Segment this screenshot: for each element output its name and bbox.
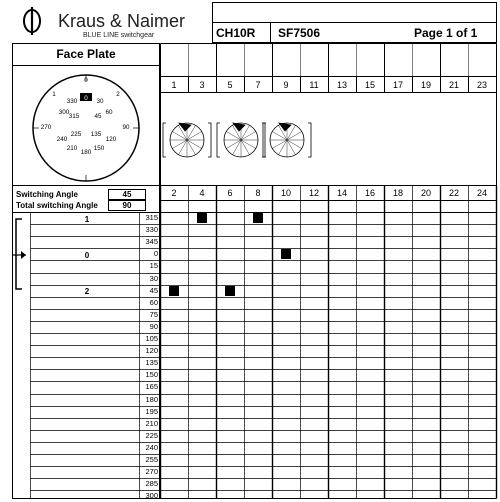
- angle-row-label: 285: [145, 479, 158, 489]
- angle-row-label: 330: [145, 225, 158, 235]
- face-plate-title: Face Plate: [56, 47, 116, 61]
- terminal-label-bottom: 10: [280, 188, 291, 198]
- angle-row-label: 345: [145, 237, 158, 247]
- terminal-label-top: 19: [420, 80, 431, 90]
- dial-label: 330: [66, 98, 78, 105]
- dial-label: 180: [80, 149, 92, 156]
- angle-row-label: 105: [145, 334, 158, 343]
- dial-label: 120: [105, 136, 117, 143]
- terminal-label-top: 17: [392, 80, 403, 90]
- contact-closed-mark: [253, 213, 263, 223]
- dial-label: 2: [116, 91, 120, 98]
- brand-name: Kraus & Naimer: [58, 11, 186, 31]
- model-number: CH10R: [216, 26, 256, 40]
- dial-label: 300: [58, 109, 70, 116]
- switching-angle-value: 45: [108, 189, 146, 200]
- angle-row-label: 60: [149, 297, 158, 307]
- terminal-label-bottom: 6: [227, 188, 233, 198]
- dial-label: 150: [93, 145, 105, 152]
- terminal-label-bottom: 4: [199, 188, 205, 198]
- total-switching-angle-value: 90: [108, 200, 146, 211]
- angle-row-label: 75: [149, 309, 158, 319]
- terminal-label-top: 5: [227, 80, 233, 90]
- dial-label: 225: [70, 131, 82, 138]
- switch-dial: [30, 72, 142, 184]
- angle-row-label: 45: [149, 285, 158, 295]
- dial-label: 60: [105, 109, 113, 116]
- contact-closed-mark: [281, 249, 291, 259]
- angle-row-label: 240: [145, 442, 158, 452]
- dial-label: 30: [96, 98, 104, 105]
- dial-label: 315: [68, 113, 80, 120]
- kraus-naimer-logo-icon: [17, 6, 47, 36]
- angle-row-label: 225: [145, 430, 158, 440]
- terminal-label-top: 15: [364, 80, 375, 90]
- dial-label: 210: [66, 145, 78, 152]
- brand-tagline: BLUE LINE switchgear: [83, 32, 155, 39]
- terminal-label-bottom: 22: [448, 188, 459, 198]
- dial-label: 45: [94, 113, 102, 120]
- contact-closed-mark: [169, 286, 179, 296]
- angle-row-label: 195: [145, 406, 158, 416]
- angle-row-label: 135: [145, 358, 158, 368]
- position-label: 2: [84, 287, 90, 296]
- contact-cam-diagram: [160, 95, 320, 185]
- total-switching-angle-label: Total switching Angle: [16, 201, 98, 210]
- position-label: 0: [84, 251, 90, 260]
- angle-row-label: 120: [145, 346, 158, 356]
- switching-angle-label: Switching Angle: [16, 190, 78, 199]
- terminal-label-top: 3: [199, 80, 205, 90]
- angle-row-label: 315: [145, 213, 158, 222]
- terminal-label-bottom: 8: [255, 188, 261, 198]
- contact-closed-mark: [225, 286, 235, 296]
- dial-label: 270: [40, 124, 52, 131]
- terminal-label-bottom: 2: [171, 188, 177, 198]
- terminal-label-bottom: 24: [476, 188, 487, 198]
- angle-row-label: 180: [145, 394, 158, 404]
- terminal-label-bottom: 12: [308, 188, 319, 198]
- angle-row-label: 165: [145, 382, 158, 392]
- dial-label: 240: [56, 136, 68, 143]
- page-indicator: Page 1 of 1: [414, 26, 478, 40]
- angle-row-label: 300: [145, 491, 158, 501]
- angle-row-label: 30: [149, 273, 158, 283]
- terminal-label-top: 7: [255, 80, 261, 90]
- terminal-label-top: 23: [476, 80, 487, 90]
- terminal-label-bottom: 14: [336, 188, 347, 198]
- dial-label: 0: [84, 95, 88, 102]
- terminal-label-bottom: 18: [392, 188, 403, 198]
- dial-label: 90: [122, 124, 130, 131]
- terminal-label-bottom: 16: [364, 188, 375, 198]
- angle-row-label: 0: [153, 249, 158, 259]
- contact-closed-mark: [197, 213, 207, 223]
- dial-label: 1: [52, 91, 56, 98]
- terminal-label-top: 1: [171, 80, 177, 90]
- angle-row-label: 90: [149, 321, 158, 331]
- terminal-label-top: 9: [283, 80, 289, 90]
- angle-row-label: 270: [145, 467, 158, 477]
- position-range-bracket: [10, 218, 32, 292]
- sheet-code: SF7506: [278, 26, 321, 40]
- angle-row-label: 150: [145, 370, 158, 380]
- terminal-label-bottom: 20: [420, 188, 431, 198]
- terminal-label-top: 11: [309, 80, 319, 90]
- terminal-label-top: 21: [448, 80, 459, 90]
- angle-row-label: 15: [149, 261, 158, 271]
- current-position-arrow-icon: [21, 251, 26, 259]
- dial-label: 135: [90, 131, 102, 138]
- angle-row-label: 210: [145, 418, 158, 428]
- position-label: 1: [84, 215, 90, 224]
- angle-row-label: 255: [145, 455, 158, 464]
- terminal-label-top: 13: [336, 80, 347, 90]
- dial-label: 0: [84, 77, 88, 84]
